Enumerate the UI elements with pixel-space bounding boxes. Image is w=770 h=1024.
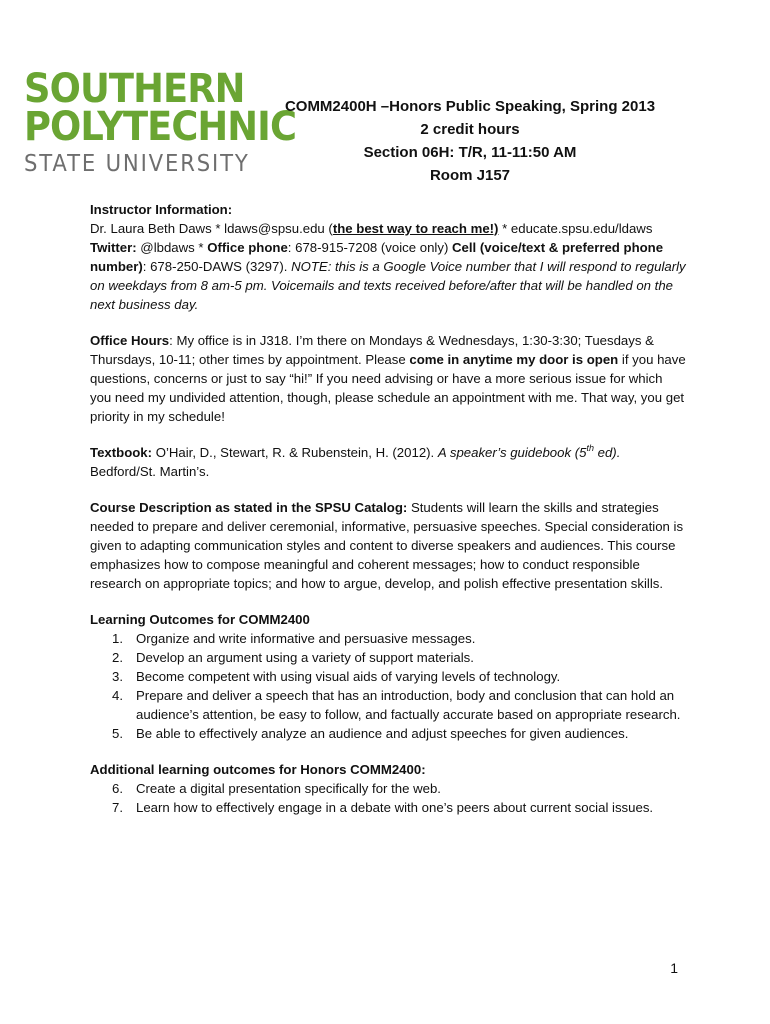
course-header: [270, 95, 670, 187]
textbook-publisher: Bedford/St. Martin’s.: [90, 464, 210, 479]
office-hours-section: [90, 331, 686, 426]
office-hours-text: : My office is in J318. I’m there on Mondays & Wednesdays, 1:30-3:30; Tuesdays & Thursdays, 10-11; other times by appointment. Please: [90, 333, 654, 367]
textbook-label: Textbook:: [90, 445, 153, 460]
list-item: 1. Organize and write informative and persuasive messages.: [112, 631, 476, 646]
office-hours-text-2: if you have questions, concerns or just to say “hi!” If you need advising or have a more serious issue for which you need my undivided attention, though, please schedule an appointment with me. That way, you get priority in my schedule!: [90, 352, 686, 424]
instructor-name-email: Dr. Laura Beth Daws * ldaws@spsu.edu (: [90, 221, 333, 236]
office-hours-label: Office Hours: [90, 333, 170, 348]
textbook-section: [90, 443, 686, 481]
outcomes-list: [90, 629, 686, 743]
best-way-note: the best way to reach me!): [332, 221, 499, 236]
list-item: 4. Prepare and deliver a speech that has an introduction, body and conclusion that can hold an audience’s attention, be easy to follow, and factually accurate based on appropriate research.: [112, 688, 681, 722]
office-phone-label: Office phone: [207, 240, 288, 255]
description-text: Students will learn the skills and strategies needed to prepare and deliver ceremonial, informative, persuasive speeches. Special consideration is given to adapting communication styles and content to diverse speakers and audiences. This course emphasizes how to compose meaningful and coherent messages; how to conduct responsible research on appropriate topics; and how to argue, develop, and polish effective presentation skills.: [90, 500, 684, 591]
honors-outcomes-heading: Additional learning outcomes for Honors COMM2400:: [90, 762, 426, 777]
course-title: COMM2400H –Honors Public Speaking, Spring 2013: [284, 98, 656, 115]
page-number: 1: [670, 960, 678, 976]
credit-hours: 2 credit hours: [420, 121, 520, 138]
university-logo: [24, 66, 297, 178]
cell-phone: : 678-250-DAWS (3297).: [142, 259, 292, 274]
logo-line-state-university: STATE UNIVERSITY: [24, 151, 250, 177]
logo-line-southern: SOUTHERN: [24, 66, 245, 112]
instructor-heading: Instructor Information:: [90, 202, 233, 217]
room: Room J157: [429, 167, 511, 184]
list-item: 3. Become competent with using visual aids of varying levels of technology.: [112, 669, 561, 684]
twitter-label: Twitter:: [90, 240, 137, 255]
syllabus-body: [90, 200, 686, 834]
textbook-authors: O’Hair, D., Stewart, R. & Rubenstein, H. (2012).: [152, 445, 438, 460]
description-label: Course Description as stated in the SPSU Catalog:: [90, 500, 408, 515]
open-door-note: come in anytime my door is open: [409, 352, 619, 367]
outcomes-heading: Learning Outcomes for COMM2400: [90, 612, 310, 627]
textbook-title: A speaker’s guidebook (5th ed).: [437, 443, 621, 460]
list-item: 2. Develop an argument using a variety of support materials.: [112, 650, 474, 665]
honors-outcomes-list: [90, 779, 686, 817]
list-item: 5. Be able to effectively analyze an audience and adjust speeches for given audiences.: [112, 726, 629, 741]
honors-outcomes: [90, 760, 686, 817]
instructor-website: * educate.spsu.edu/ldaws: [498, 221, 653, 236]
section-time: Section 06H: T/R, 11-11:50 AM: [363, 144, 577, 161]
twitter-handle: @lbdaws *: [136, 240, 208, 255]
logo-line-polytechnic: POLYTECHNIC: [24, 104, 297, 150]
learning-outcomes: [90, 610, 686, 743]
office-phone: : 678-915-7208 (voice only): [287, 240, 453, 255]
list-item: 6. Create a digital presentation specifically for the web.: [112, 781, 441, 796]
list-item: 7. Learn how to effectively engage in a debate with one’s peers about current social issues.: [112, 800, 654, 815]
course-description: [90, 498, 686, 593]
cell-label: Cell (voice/text & preferred phone number): [90, 240, 664, 274]
instructor-section: [90, 200, 686, 314]
voice-note: NOTE: this is a Google Voice number that I will respond to regularly on weekdays from 8 am-5 pm. Voicemails and texts received before/after that will be handled on the next business day.: [90, 259, 686, 312]
